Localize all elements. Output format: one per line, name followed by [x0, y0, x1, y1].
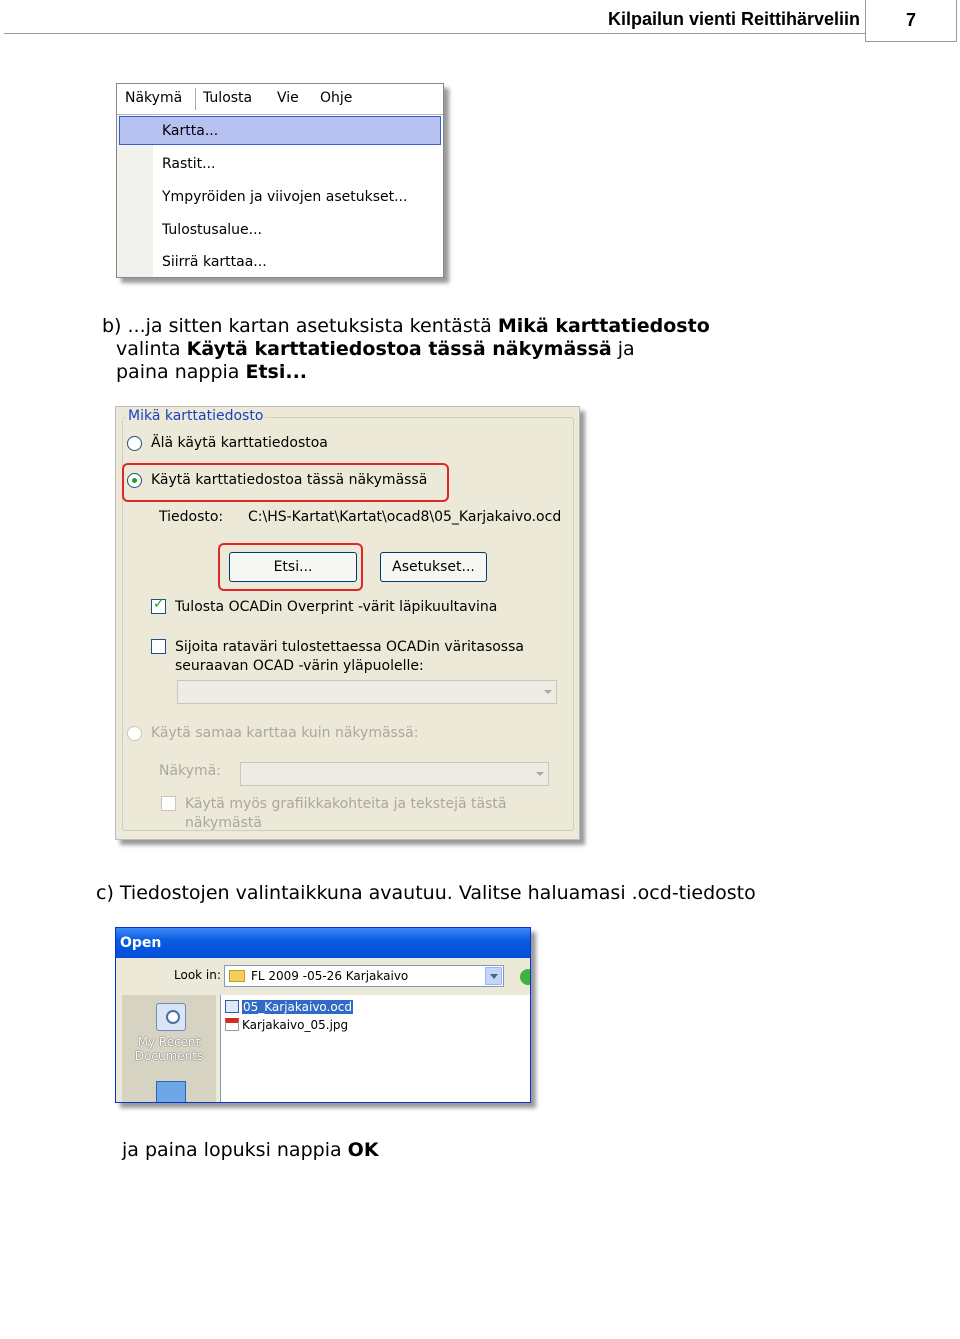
- menu-vie[interactable]: Vie: [277, 90, 299, 106]
- radio-same-map-label: Käytä samaa karttaa kuin näkymässä:: [151, 725, 419, 741]
- radio-same-map[interactable]: [127, 726, 142, 741]
- browse-button[interactable]: Etsi...: [229, 552, 357, 582]
- checkbox-overprint-label: Tulosta OCADin Overprint -värit läpikuultavina: [175, 599, 498, 615]
- step-b-button-name: Etsi...: [245, 361, 308, 383]
- map-file-settings-screenshot: [115, 406, 580, 840]
- ocad-color-select[interactable]: [177, 680, 557, 704]
- file-name: Karjakaivo_05.jpg: [242, 1018, 349, 1032]
- step-b-line3-prefix: paina nappia: [116, 361, 246, 383]
- view-menu-screenshot: [116, 83, 444, 278]
- step-b-line-1: [102, 315, 862, 338]
- page-header-title: Kilpailun vienti Reittihärveliin: [607, 9, 860, 29]
- desktop-icon[interactable]: [156, 1081, 186, 1103]
- step-b-field-name: Mikä karttatiedosto: [497, 315, 710, 337]
- ocd-file-icon: [225, 1000, 239, 1013]
- recent-documents-label: [122, 1035, 216, 1063]
- checkbox-graphics[interactable]: [161, 796, 176, 811]
- step-c-text: c) Tiedostojen valintaikkuna avautuu. Valitse haluamasi .ocd-tiedosto: [96, 882, 756, 904]
- dropdown-arrow-icon: [536, 772, 544, 776]
- menu-ohje[interactable]: Ohje: [320, 90, 353, 106]
- view-select[interactable]: [240, 762, 549, 786]
- group-title: Mikä karttatiedosto: [128, 408, 264, 424]
- jpg-file-icon: [225, 1018, 239, 1031]
- checkbox-course-color-label-2: seuraavan OCAD -värin yläpuolelle:: [175, 658, 424, 674]
- step-b-mid: valinta: [116, 338, 187, 360]
- file-label: Tiedosto:: [159, 509, 224, 525]
- checkbox-course-color-label-1: Sijoita rataväri tulostettaessa OCADin väritasossa: [175, 639, 524, 655]
- dropdown-button[interactable]: [485, 967, 502, 985]
- step-b-line-2: [102, 338, 862, 361]
- header-rule: [4, 33, 866, 34]
- view-label: Näkymä:: [159, 763, 221, 779]
- file-list: [220, 995, 531, 1103]
- menu-bar: [117, 84, 443, 115]
- radio-no-map-file-label: Älä käytä karttatiedostoa: [151, 435, 328, 451]
- menu-nakyma[interactable]: Näkymä: [125, 90, 183, 106]
- checkmark-icon: ✓: [153, 596, 165, 612]
- step-b-option-name: Käytä karttatiedostoa tässä näkymässä: [186, 338, 612, 360]
- menu-item-print-area[interactable]: Tulostusalue...: [162, 222, 263, 238]
- step-b-line-3: [102, 361, 862, 384]
- open-dialog-titlebar: [116, 928, 530, 958]
- highlight-use-map-file: [122, 463, 449, 502]
- open-dialog-title: Open: [120, 935, 162, 951]
- recent-label-line-1: My Recent: [137, 1035, 201, 1049]
- radio-no-map-file[interactable]: [127, 436, 142, 451]
- places-bar: [122, 995, 216, 1103]
- look-in-value: FL 2009 -05-26 Karjakaivo: [251, 969, 409, 983]
- back-icon[interactable]: [520, 969, 531, 985]
- menu-item-kartta[interactable]: Kartta...: [162, 123, 219, 139]
- menu-separator: [195, 88, 196, 110]
- folder-icon: [229, 970, 245, 982]
- menu-item-move-map[interactable]: Siirrä karttaa...: [162, 254, 267, 270]
- page-number: 7: [865, 0, 957, 42]
- dropdown-arrow-icon: [544, 690, 552, 694]
- checkbox-overprint[interactable]: [151, 596, 166, 614]
- file-path: C:\HS-Kartat\Kartat\ocad8\05_Karjakaivo.ocd: [248, 509, 562, 525]
- look-in-select[interactable]: [224, 965, 504, 987]
- recent-label-line-2: Documents: [134, 1049, 204, 1063]
- highlight-browse-button: [218, 543, 363, 591]
- open-dialog-screenshot: [115, 927, 531, 1103]
- clock-icon: [166, 1010, 180, 1024]
- checkbox-graphics-label-1: Käytä myös grafiikkakohteita ja tekstejä tästä: [185, 796, 507, 812]
- radio-use-map-file-label: Käytä karttatiedostoa tässä näkymässä: [151, 472, 428, 488]
- final-button-name: OK: [347, 1139, 379, 1161]
- menu-item-circles-lines[interactable]: Ympyröiden ja viivojen asetukset...: [162, 189, 408, 205]
- final-text: [122, 1139, 722, 1162]
- recent-documents-icon[interactable]: [156, 1003, 186, 1031]
- final-prefix: ja paina lopuksi nappia: [122, 1139, 348, 1161]
- step-b-suffix: ja: [611, 338, 635, 360]
- checkbox-course-color[interactable]: [151, 639, 166, 654]
- checkbox-graphics-label-2: näkymästä: [185, 815, 262, 831]
- menu-tulosta[interactable]: Tulosta: [203, 90, 253, 106]
- step-b-text: [102, 315, 862, 384]
- menu-item-rastit[interactable]: Rastit...: [162, 156, 216, 172]
- look-in-label: Look in:: [174, 968, 221, 982]
- step-b-prefix: b) ...ja sitten kartan asetuksista kentästä: [102, 315, 498, 337]
- settings-button[interactable]: Asetukset...: [380, 552, 487, 582]
- file-name: 05_Karjakaivo.ocd: [243, 1000, 352, 1014]
